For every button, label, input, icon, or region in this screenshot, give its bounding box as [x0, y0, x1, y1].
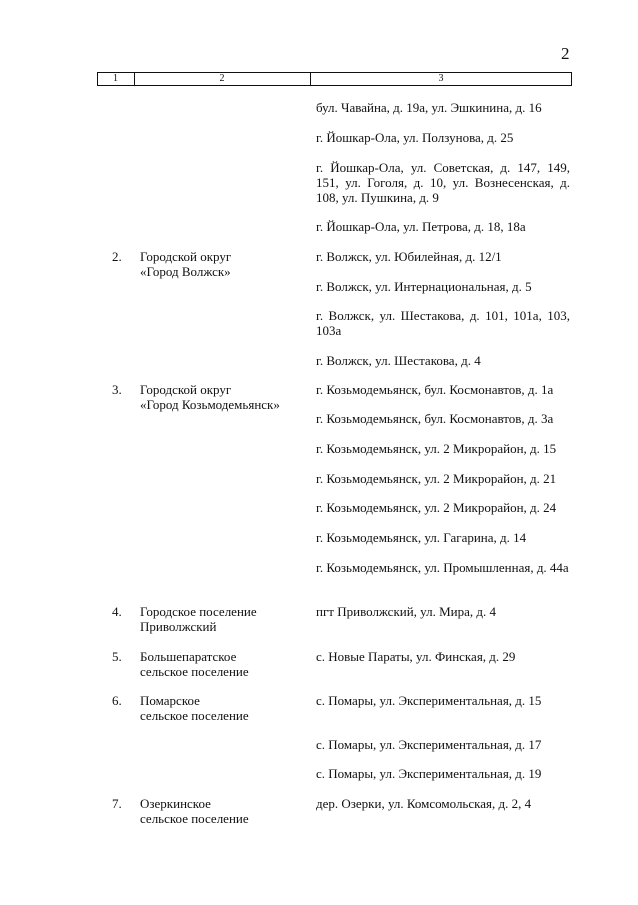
municipality-name: [140, 649, 295, 679]
municipality-name-line: Городской округ: [140, 382, 232, 397]
row-number: 2.: [112, 249, 122, 264]
address-cell: г. Козьмодемьянск, ул. Гагарина, д. 14: [316, 530, 527, 545]
row-number: 3.: [112, 382, 122, 397]
row-number: 7.: [112, 796, 122, 811]
address-cell: г. Йошкар-Ола, ул. Ползунова, д. 25: [316, 130, 514, 145]
municipality-name: [140, 796, 295, 826]
municipality-name-line: «Город Козьмодемьянск»: [140, 397, 280, 412]
header-col-2: 2: [219, 73, 225, 84]
municipality-name-line: Большепаратское: [140, 649, 237, 664]
address-cell: бул. Чавайна, д. 19а, ул. Эшкинина, д. 16: [316, 100, 542, 115]
address-cell: г. Козьмодемьянск, ул. 2 Микрорайон, д. 15: [316, 441, 557, 456]
row-number: 6.: [112, 693, 122, 708]
address-cell: г. Йошкар-Ола, ул. Петрова, д. 18, 18а: [316, 219, 526, 234]
page-number: 2: [561, 44, 570, 63]
address-cell: пгт Приволжский, ул. Мира, д. 4: [316, 604, 496, 619]
address-cell: г. Йошкар-Ола, ул. Советская, д. 147, 149, 151, ул. Гоголя, д. 10, ул. Вознесенская, д. 108, ул. Пушкина, д. 9: [316, 160, 570, 205]
address-cell: с. Новые Параты, ул. Финская, д. 29: [316, 649, 516, 664]
municipality-name-line: Городской округ: [140, 249, 232, 264]
municipality-name: [140, 604, 295, 634]
municipality-name: [140, 693, 295, 723]
address-cell: с. Помары, ул. Экспериментальная, д. 19: [316, 766, 542, 781]
address-cell: г. Волжск, ул. Интернациональная, д. 5: [316, 279, 532, 294]
address-cell: с. Помары, ул. Экспериментальная, д. 17: [316, 737, 542, 752]
row-number: 5.: [112, 649, 122, 664]
address-cell: г. Волжск, ул. Юбилейная, д. 12/1: [316, 249, 502, 264]
municipality-name-line: Городское поселение: [140, 604, 257, 619]
address-cell: дер. Озерки, ул. Комсомольская, д. 2, 4: [316, 796, 532, 811]
address-cell: г. Козьмодемьянск, ул. Промышленная, д. 44а: [316, 560, 569, 575]
municipality-name: [140, 249, 295, 279]
header-bottom-rule: [97, 85, 572, 86]
address-cell: г. Козьмодемьянск, ул. 2 Микрорайон, д. 24: [316, 500, 557, 515]
row-number: 4.: [112, 604, 122, 619]
municipality-name-line: «Город Волжск»: [140, 264, 231, 279]
address-cell: г. Козьмодемьянск, ул. 2 Микрорайон, д. 21: [316, 471, 557, 486]
address-cell: г. Волжск, ул. Шестакова, д. 101, 101а, 103, 103а: [316, 308, 570, 338]
address-cell: г. Волжск, ул. Шестакова, д. 4: [316, 353, 481, 368]
municipality-name-line: сельское поселение: [140, 708, 249, 723]
address-cell: г. Козьмодемьянск, бул. Космонавтов, д. 1а: [316, 382, 554, 397]
municipality-name-line: Помарское: [140, 693, 200, 708]
address-cell: с. Помары, ул. Экспериментальная, д. 15: [316, 693, 542, 708]
table-header: [97, 72, 572, 86]
municipality-name-line: Приволжский: [140, 619, 217, 634]
municipality-name-line: Озеркинское: [140, 796, 211, 811]
municipality-name-line: сельское поселение: [140, 811, 249, 826]
municipality-name: [140, 382, 295, 412]
municipality-name-line: сельское поселение: [140, 664, 249, 679]
header-col-1: 1: [113, 73, 118, 84]
address-cell: г. Козьмодемьянск, бул. Космонавтов, д. 3а: [316, 411, 554, 426]
header-col-3: 3: [438, 73, 444, 84]
